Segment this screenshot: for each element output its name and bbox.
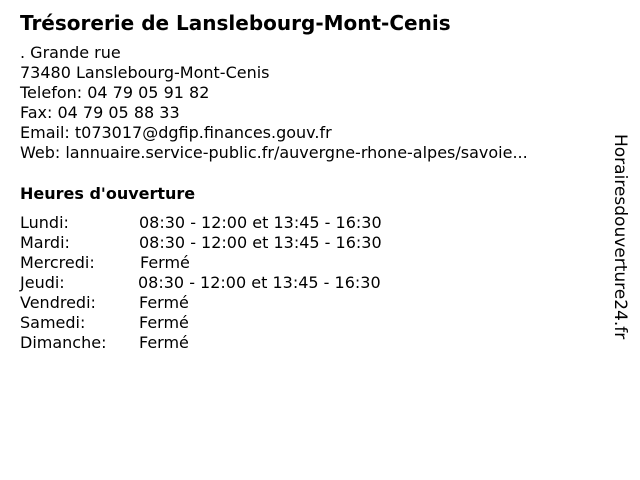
day-label: Jeudi: bbox=[20, 273, 65, 292]
day-label: Mercredi: bbox=[20, 253, 95, 272]
day-label: Dimanche: bbox=[20, 333, 107, 352]
day-label: Samedi: bbox=[20, 313, 86, 332]
time-value: 08:30 - 12:00 et 13:45 - 16:30 bbox=[139, 233, 382, 252]
email-line: Email: t073017@dgfip.finances.gouv.fr bbox=[20, 123, 332, 142]
opening-hours-heading: Heures d'ouverture bbox=[20, 184, 196, 203]
day-label: Lundi: bbox=[20, 213, 69, 232]
time-value: Fermé bbox=[139, 293, 189, 312]
street-line: . Grande rue bbox=[20, 43, 121, 62]
address-block bbox=[20, 43, 528, 163]
time-value: Fermé bbox=[140, 253, 190, 272]
time-value: Fermé bbox=[139, 333, 189, 352]
fax-line: Fax: 04 79 05 88 33 bbox=[20, 103, 180, 122]
phone-line: Telefon: 04 79 05 91 82 bbox=[20, 83, 210, 102]
web-line: Web: lannuaire.service-public.fr/auvergne-rhone-alpes/savoie... bbox=[20, 143, 528, 162]
time-value: Fermé bbox=[139, 313, 189, 332]
time-value: 08:30 - 12:00 et 13:45 - 16:30 bbox=[139, 213, 382, 232]
page-title: Trésorerie de Lanslebourg-Mont-Cenis bbox=[20, 11, 451, 35]
day-label: Mardi: bbox=[20, 233, 70, 252]
city-line: 73480 Lanslebourg-Mont-Cenis bbox=[20, 63, 270, 82]
site-watermark: Horairesdouverture24.fr bbox=[610, 134, 630, 340]
time-value: 08:30 - 12:00 et 13:45 - 16:30 bbox=[138, 273, 381, 292]
day-label: Vendredi: bbox=[20, 293, 96, 312]
